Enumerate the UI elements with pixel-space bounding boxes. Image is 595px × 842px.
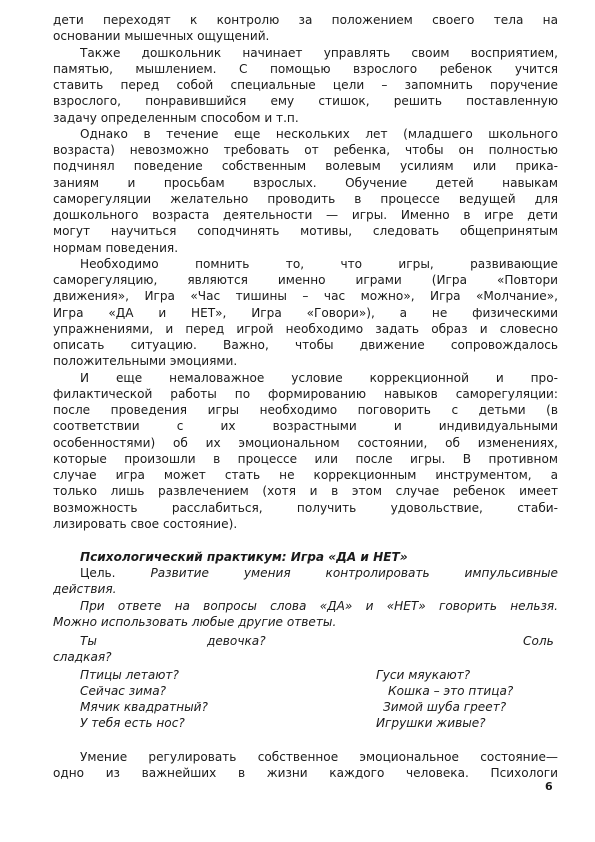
question-left: Мячик квадратный? (80, 700, 208, 714)
text-line: возможность расслабиться, получить удовольствие, стаби- (53, 501, 558, 515)
text-line: могут научиться соподчинять мотивы, следовать общепринятым (53, 224, 558, 238)
question-right: Гуси мяукают? (376, 668, 471, 682)
text-line: которые произошли в процессе или после игры. В противном (53, 452, 558, 466)
practicum-goal-cont: действия. (53, 582, 117, 596)
text-line: возраста) невозможно требовать от ребенка, чтобы он полностью (53, 143, 558, 157)
text-line: основании мышечных ощущений. (53, 29, 270, 43)
text-line: подчинял поведение собственным волевым усилиям или прика- (53, 159, 558, 173)
text-line: случае игра может стать не коррекционным инструментом, а (53, 468, 558, 482)
text-line: Игра «ДА и НЕТ», Игра «Говори»), а не физическими (53, 306, 558, 320)
goal-label: Цель. (80, 566, 116, 580)
text-line: Необходимо помнить то, что игры, развивающие (80, 257, 558, 271)
text-line: саморегуляцию, являются именно играми (Игра «Повтори (53, 273, 558, 287)
practicum-heading: Психологический практикум: Игра «ДА и НЕТ» (80, 550, 408, 564)
text-line: лизировать свое состояние). (53, 517, 238, 531)
page-number: 6 (545, 780, 553, 793)
text-line: саморегуляции желательно проводить в процессе ведущей для (53, 192, 558, 206)
text-line: ставить перед собой специальные цели – запомнить поручение (53, 78, 558, 92)
text-line: нормам поведения. (53, 241, 179, 255)
practicum-goal (80, 565, 558, 581)
text-line: Однако в течение еще нескольких лет (младшего школьного (80, 127, 558, 141)
text-line: особенностями) об их эмоциональном состоянии, об изменениях, (53, 436, 558, 450)
text-line: заниям и просьбам взрослых. Обучение детей навыкам (53, 176, 558, 190)
goal-text: Развитие умения контролировать импульсивные (150, 566, 558, 580)
text-line: соответствии с их возрастными и индивидуальными (53, 419, 558, 433)
text-line: описать ситуацию. Важно, чтобы движение сопровождалось (53, 338, 558, 352)
question-left: У тебя есть нос? (80, 716, 185, 730)
question-word: Соль (523, 634, 554, 648)
text-line: упражнениями, и перед игрой необходимо задать образ и словесно (53, 322, 558, 336)
text-line: дошкольного возраста деятельности — игры. Именно в игре дети (53, 208, 558, 222)
question-right: Зимой шуба греет? (383, 700, 507, 714)
text-line: задачу определенным способом и т.п. (53, 111, 299, 125)
text-line: движения», Игра «Час тишины – час можно», Игра «Молчание», (53, 289, 558, 303)
question-right: Игрушки живые? (376, 716, 486, 730)
text-line: филактической работы по формированию навыков саморегуляции: (53, 387, 558, 401)
text-line: Также дошкольник начинает управлять своим восприятием, (80, 46, 558, 60)
text-line: взрослого, понравившийся ему стишок, решить поставленную (53, 94, 558, 108)
practicum-rule: При ответе на вопросы слова «ДА» и «НЕТ» говорить нельзя. (80, 599, 558, 613)
text-line: дети переходят к контролю за положением своего тела на (53, 13, 558, 27)
question-word: Ты (80, 634, 97, 648)
text-line: после проведения игры необходимо поговорить с детьми (в (53, 403, 558, 417)
text-line: положительными эмоциями. (53, 354, 238, 368)
practicum-rule-cont: Можно использовать любые другие ответы. (53, 615, 337, 629)
question-right: Кошка – это птица? (388, 684, 514, 698)
text-line: только лишь развлечением (хотя и в этом случае ребенок имеет (53, 484, 558, 498)
text-line: памятью, мышлением. С помощью взрослого ребенок учится (53, 62, 558, 76)
question-left: Птицы летают? (80, 668, 179, 682)
text-line: И еще немаловажное условие коррекционной и про- (80, 371, 558, 385)
text-line: Умение регулировать собственное эмоциональное состояние— (80, 750, 558, 764)
question-left: Сейчас зима? (80, 684, 167, 698)
question-word: сладкая? (53, 650, 112, 664)
text-line: одно из важнейших в жизни каждого человека. Психологи (53, 766, 558, 780)
question-word: девочка? (207, 634, 266, 648)
